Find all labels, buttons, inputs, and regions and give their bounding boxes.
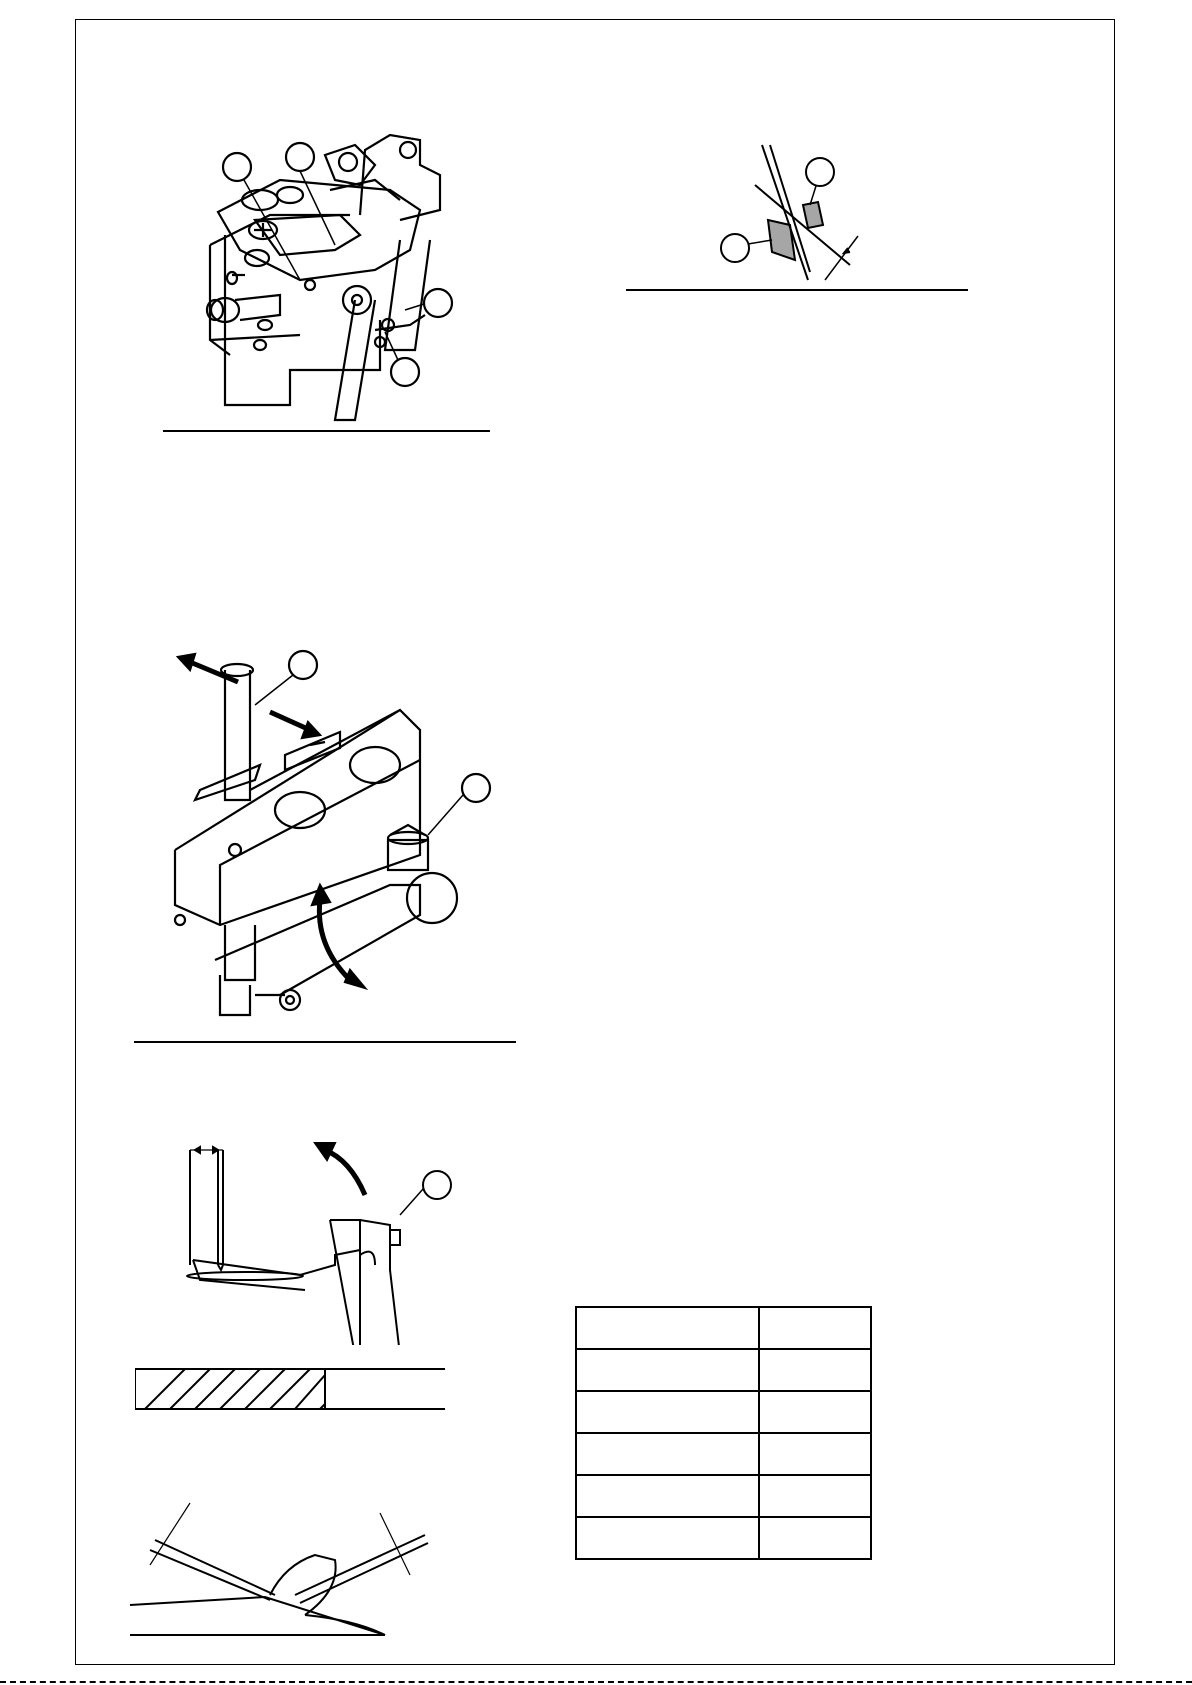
looper-assembly-figure <box>160 120 500 440</box>
table-cell <box>576 1307 759 1349</box>
spec-table <box>575 1306 872 1560</box>
table-cell <box>576 1433 759 1475</box>
table-cell <box>759 1433 871 1475</box>
needle-guard-figure <box>125 1495 455 1650</box>
table-row <box>576 1517 871 1559</box>
looper-holder-rule <box>134 1041 516 1043</box>
table-cell <box>576 1391 759 1433</box>
table-cell <box>576 1475 759 1517</box>
table-row <box>576 1433 871 1475</box>
looper-holder-figure <box>160 640 500 1030</box>
looper-assembly-figure-rule <box>163 430 490 432</box>
table-cell <box>759 1349 871 1391</box>
looper-position-baseplate <box>135 1360 445 1412</box>
table-row <box>576 1349 871 1391</box>
table-row <box>576 1391 871 1433</box>
table-cell <box>576 1349 759 1391</box>
page-cut-line <box>0 1681 1192 1683</box>
table-cell <box>759 1517 871 1559</box>
table-cell <box>759 1307 871 1349</box>
looper-position-figure <box>175 1125 465 1345</box>
table-cell <box>576 1517 759 1559</box>
table-row <box>576 1307 871 1349</box>
table-cell <box>759 1391 871 1433</box>
needle-looper-clearance-rule <box>626 289 968 291</box>
needle-looper-clearance-figure <box>700 140 880 290</box>
table-cell <box>759 1475 871 1517</box>
table-row <box>576 1475 871 1517</box>
